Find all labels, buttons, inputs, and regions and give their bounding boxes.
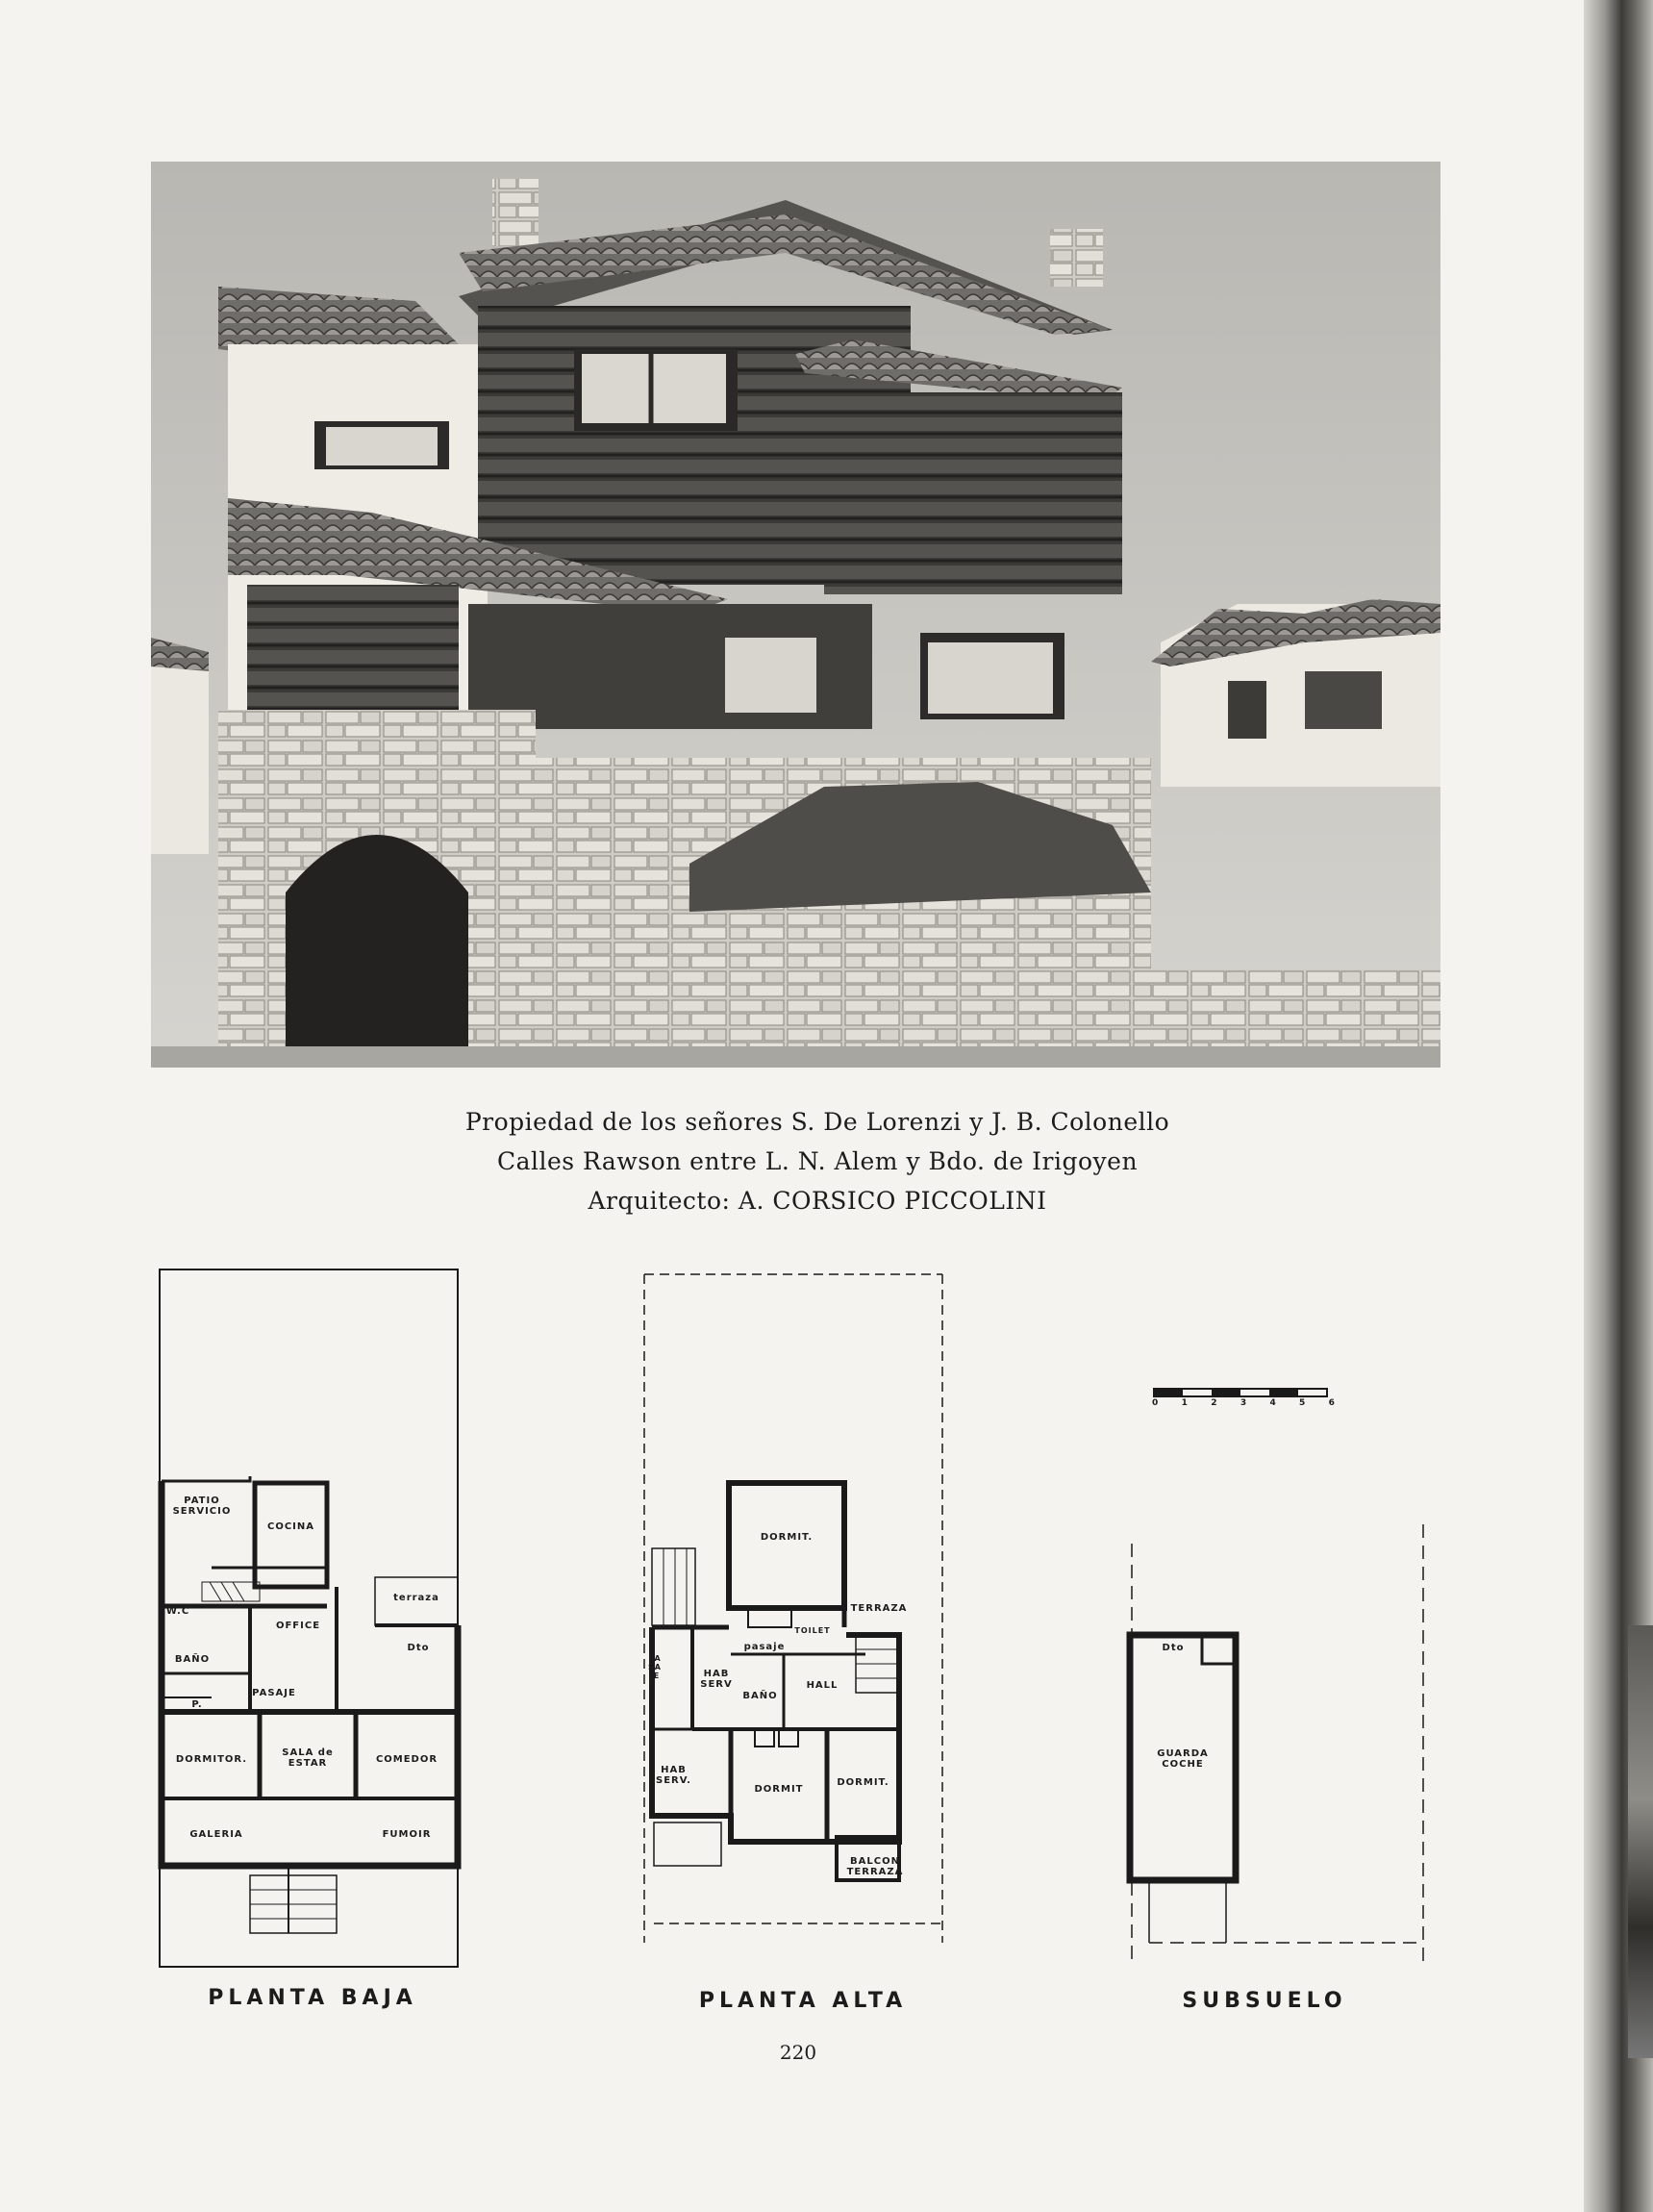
room-dto: Dto (1162, 1643, 1185, 1653)
house-photograph (151, 162, 1440, 1068)
scale-labels (1152, 1398, 1335, 1408)
room-dormit-middle: DORMIT (754, 1784, 804, 1795)
plan-label-planta-baja: PLANTA BAJA (208, 1986, 417, 2010)
plan-planta-alta (635, 1269, 952, 1943)
adjacent-page-peek (1628, 1625, 1653, 2058)
room-hab-serv-1: HAB SERV (700, 1669, 733, 1690)
page-gutter-edge (1584, 0, 1653, 2212)
room-terraza: terraza (393, 1593, 439, 1603)
scale-bar (1152, 1385, 1335, 1418)
plan-label-planta-alta: PLANTA ALTA (698, 1989, 908, 2013)
scale-label: 2 (1211, 1398, 1217, 1408)
caption-owners: Propiedad de los señores S. De Lorenzi y J. B. Colonello (464, 1108, 1170, 1136)
room-balcon-terraza: BALCON TERRAZA (846, 1856, 904, 1877)
scale-label: 3 (1240, 1398, 1247, 1408)
room-office: OFFICE (275, 1621, 321, 1631)
room-cocina: COCINA (266, 1521, 314, 1532)
room-terraza: TERRAZA (850, 1603, 908, 1614)
room-wc: W.C (165, 1606, 190, 1617)
room-pasaje: PASAJE (252, 1688, 296, 1698)
room-p: P. (191, 1699, 203, 1710)
plan-subsuelo (1120, 1520, 1447, 1962)
room-patio-servicio: PATIO SERVICIO (172, 1496, 232, 1517)
room-pasaje-vertical: PASAJE (648, 1654, 662, 1680)
room-galeria: GALERIA (189, 1829, 243, 1840)
page-number: 220 (779, 2041, 817, 2064)
room-comedor: COMEDOR (375, 1754, 438, 1765)
room-bano: BAÑO (174, 1654, 211, 1665)
caption-address: Calles Rawson entre L. N. Alem y Bdo. de Irigoyen (496, 1147, 1139, 1175)
scale-label: 5 (1299, 1398, 1306, 1408)
room-sala-de-estar: SALA de ESTAR (282, 1747, 334, 1769)
scale-label: 6 (1328, 1398, 1335, 1408)
room-dormitor: DORMITOR. (175, 1754, 248, 1765)
room-hab-serv-2: HAB SERV. (656, 1765, 691, 1786)
plan-planta-baja (154, 1260, 476, 1972)
room-bano: BAÑO (742, 1691, 778, 1701)
room-hall: HALL (806, 1680, 839, 1691)
room-dto: Dto (407, 1643, 430, 1653)
room-guarda-coche: GUARDA COCHE (1157, 1748, 1209, 1770)
room-dormit-right: DORMIT. (837, 1777, 889, 1788)
room-pasaje: pasaje (743, 1642, 786, 1652)
scale-label: 1 (1181, 1398, 1188, 1408)
scale-label: 4 (1269, 1398, 1276, 1408)
plan-label-subsuelo: SUBSUELO (1182, 1989, 1347, 2013)
scale-label: 0 (1152, 1398, 1159, 1408)
room-toilet: TOILET (794, 1626, 831, 1635)
room-fumoir: FUMOIR (382, 1829, 432, 1840)
caption-architect: Arquitecto: A. CORSICO PICCOLINI (588, 1187, 1047, 1215)
room-dormit-top: DORMIT. (760, 1532, 814, 1543)
